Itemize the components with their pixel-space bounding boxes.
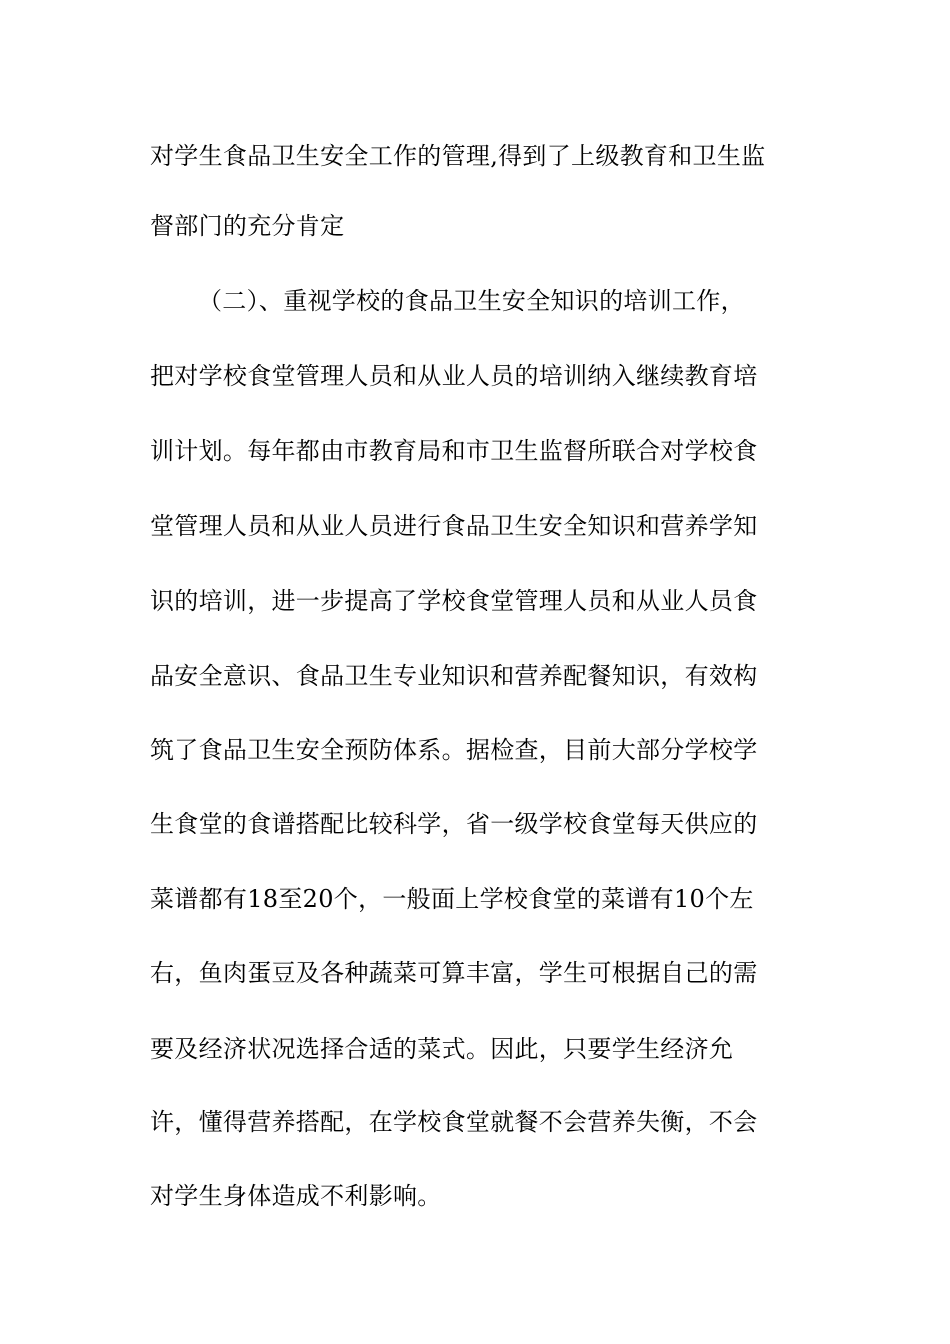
text-line-13: 要及经济状况选择合适的菜式。因此，只要学生经济允 — [150, 1035, 734, 1063]
section-heading-line: （二）、重视学校的食品卫生安全知识的培训工作， — [198, 287, 745, 315]
text-line-6: 堂管理人员和从业人员进行食品卫生安全知识和营养学知 — [150, 512, 758, 540]
text-line-14: 许，懂得营养搭配，在学校食堂就餐不会营养失衡，不会 — [150, 1108, 758, 1136]
text-line-1: 对学生食品卫生安全工作的管理,得到了上级教育和卫生监 — [150, 142, 766, 170]
text-line-11: 菜谱都有18至20个，一般面上学校食堂的菜谱有10个左 — [150, 885, 754, 913]
text-line-7: 识的培训，进一步提高了学校食堂管理人员和从业人员食 — [150, 587, 758, 615]
text-line-8: 品安全意识、食品卫生专业知识和营养配餐知识，有效构 — [150, 662, 758, 690]
text-line-4: 把对学校食堂管理人员和从业人员的培训纳入继续教育培 — [150, 362, 758, 390]
text-line-12: 右，鱼肉蛋豆及各种蔬菜可算丰富，学生可根据自己的需 — [150, 959, 758, 987]
text-line-5: 训计划。每年都由市教育局和市卫生监督所联合对学校食 — [150, 437, 758, 465]
text-line-10: 生食堂的食谱搭配比较科学，省一级学校食堂每天供应的 — [150, 810, 758, 838]
text-line-9: 筑了食品卫生安全预防体系。据检查，目前大部分学校学 — [150, 736, 758, 764]
text-line-15: 对学生身体造成不利影响。 — [150, 1182, 442, 1210]
text-line-2: 督部门的充分肯定 — [150, 212, 345, 240]
